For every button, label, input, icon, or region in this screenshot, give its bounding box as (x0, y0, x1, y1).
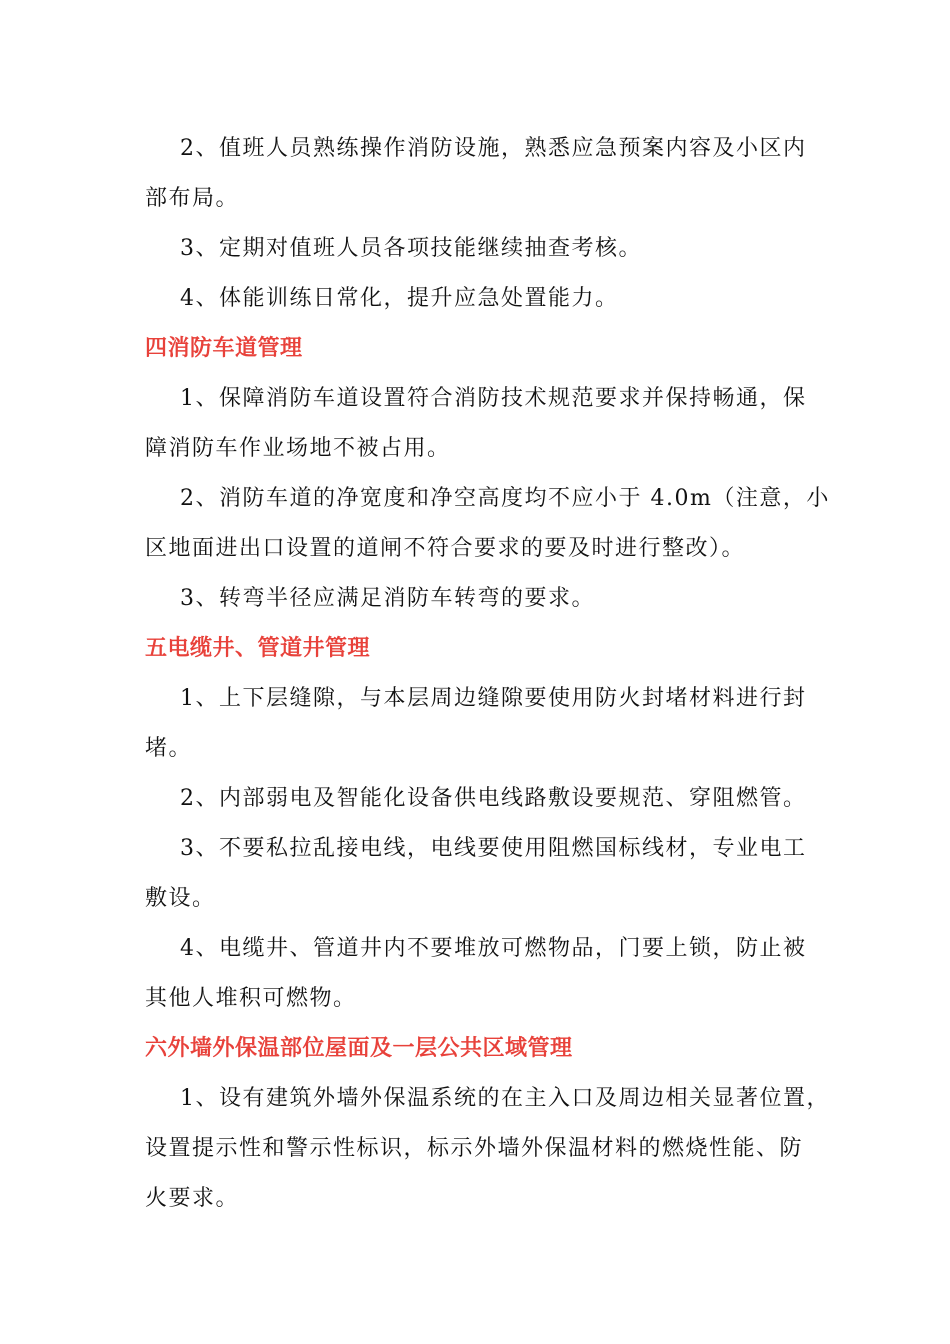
paragraph-line: 1、设有建筑外墙外保温系统的在主入口及周边相关显著位置， (180, 1086, 830, 1111)
paragraph-line: 其他人堆积可燃物。 (145, 986, 357, 1011)
paragraph-line: 3、不要私拉乱接电线，电线要使用阻燃国标线材，专业电工 (180, 836, 807, 861)
paragraph-line: 设置提示性和警示性标识，标示外墙外保温材料的燃烧性能、防 (145, 1136, 804, 1161)
paragraph-line: 3、定期对值班人员各项技能继续抽查考核。 (180, 236, 642, 261)
paragraph-line: 部布局。 (145, 186, 240, 211)
paragraph-line: 1、上下层缝隙，与本层周边缝隙要使用防火封堵材料进行封 (180, 686, 807, 711)
section-heading: 四消防车道管理 (145, 336, 303, 361)
paragraph-line: 堵。 (145, 736, 193, 761)
paragraph-line: 1、保障消防车道设置符合消防技术规范要求并保持畅通，保 (180, 386, 807, 411)
paragraph-line: 敷设。 (145, 886, 216, 911)
paragraph-line: 障消防车作业场地不被占用。 (145, 436, 451, 461)
paragraph-line: 2、消防车道的净宽度和净空高度均不应小于 4.0m（注意，小 (180, 486, 830, 511)
section-heading: 六外墙外保温部位屋面及一层公共区域管理 (145, 1036, 573, 1061)
paragraph-line: 4、体能训练日常化，提升应急处置能力。 (180, 286, 619, 311)
paragraph-line: 火要求。 (145, 1186, 240, 1211)
paragraph-line: 2、内部弱电及智能化设备供电线路敷设要规范、穿阻燃管。 (180, 786, 807, 811)
paragraph-line: 4、电缆井、管道井内不要堆放可燃物品，门要上锁，防止被 (180, 936, 807, 961)
document-page (145, 124, 830, 1224)
paragraph-line: 2、值班人员熟练操作消防设施，熟悉应急预案内容及小区内 (180, 136, 807, 161)
paragraph-line: 3、转弯半径应满足消防车转弯的要求。 (180, 586, 595, 611)
paragraph-line: 区地面进出口设置的道闸不符合要求的要及时进行整改）。 (145, 536, 746, 561)
section-heading: 五电缆井、管道井管理 (145, 636, 371, 661)
